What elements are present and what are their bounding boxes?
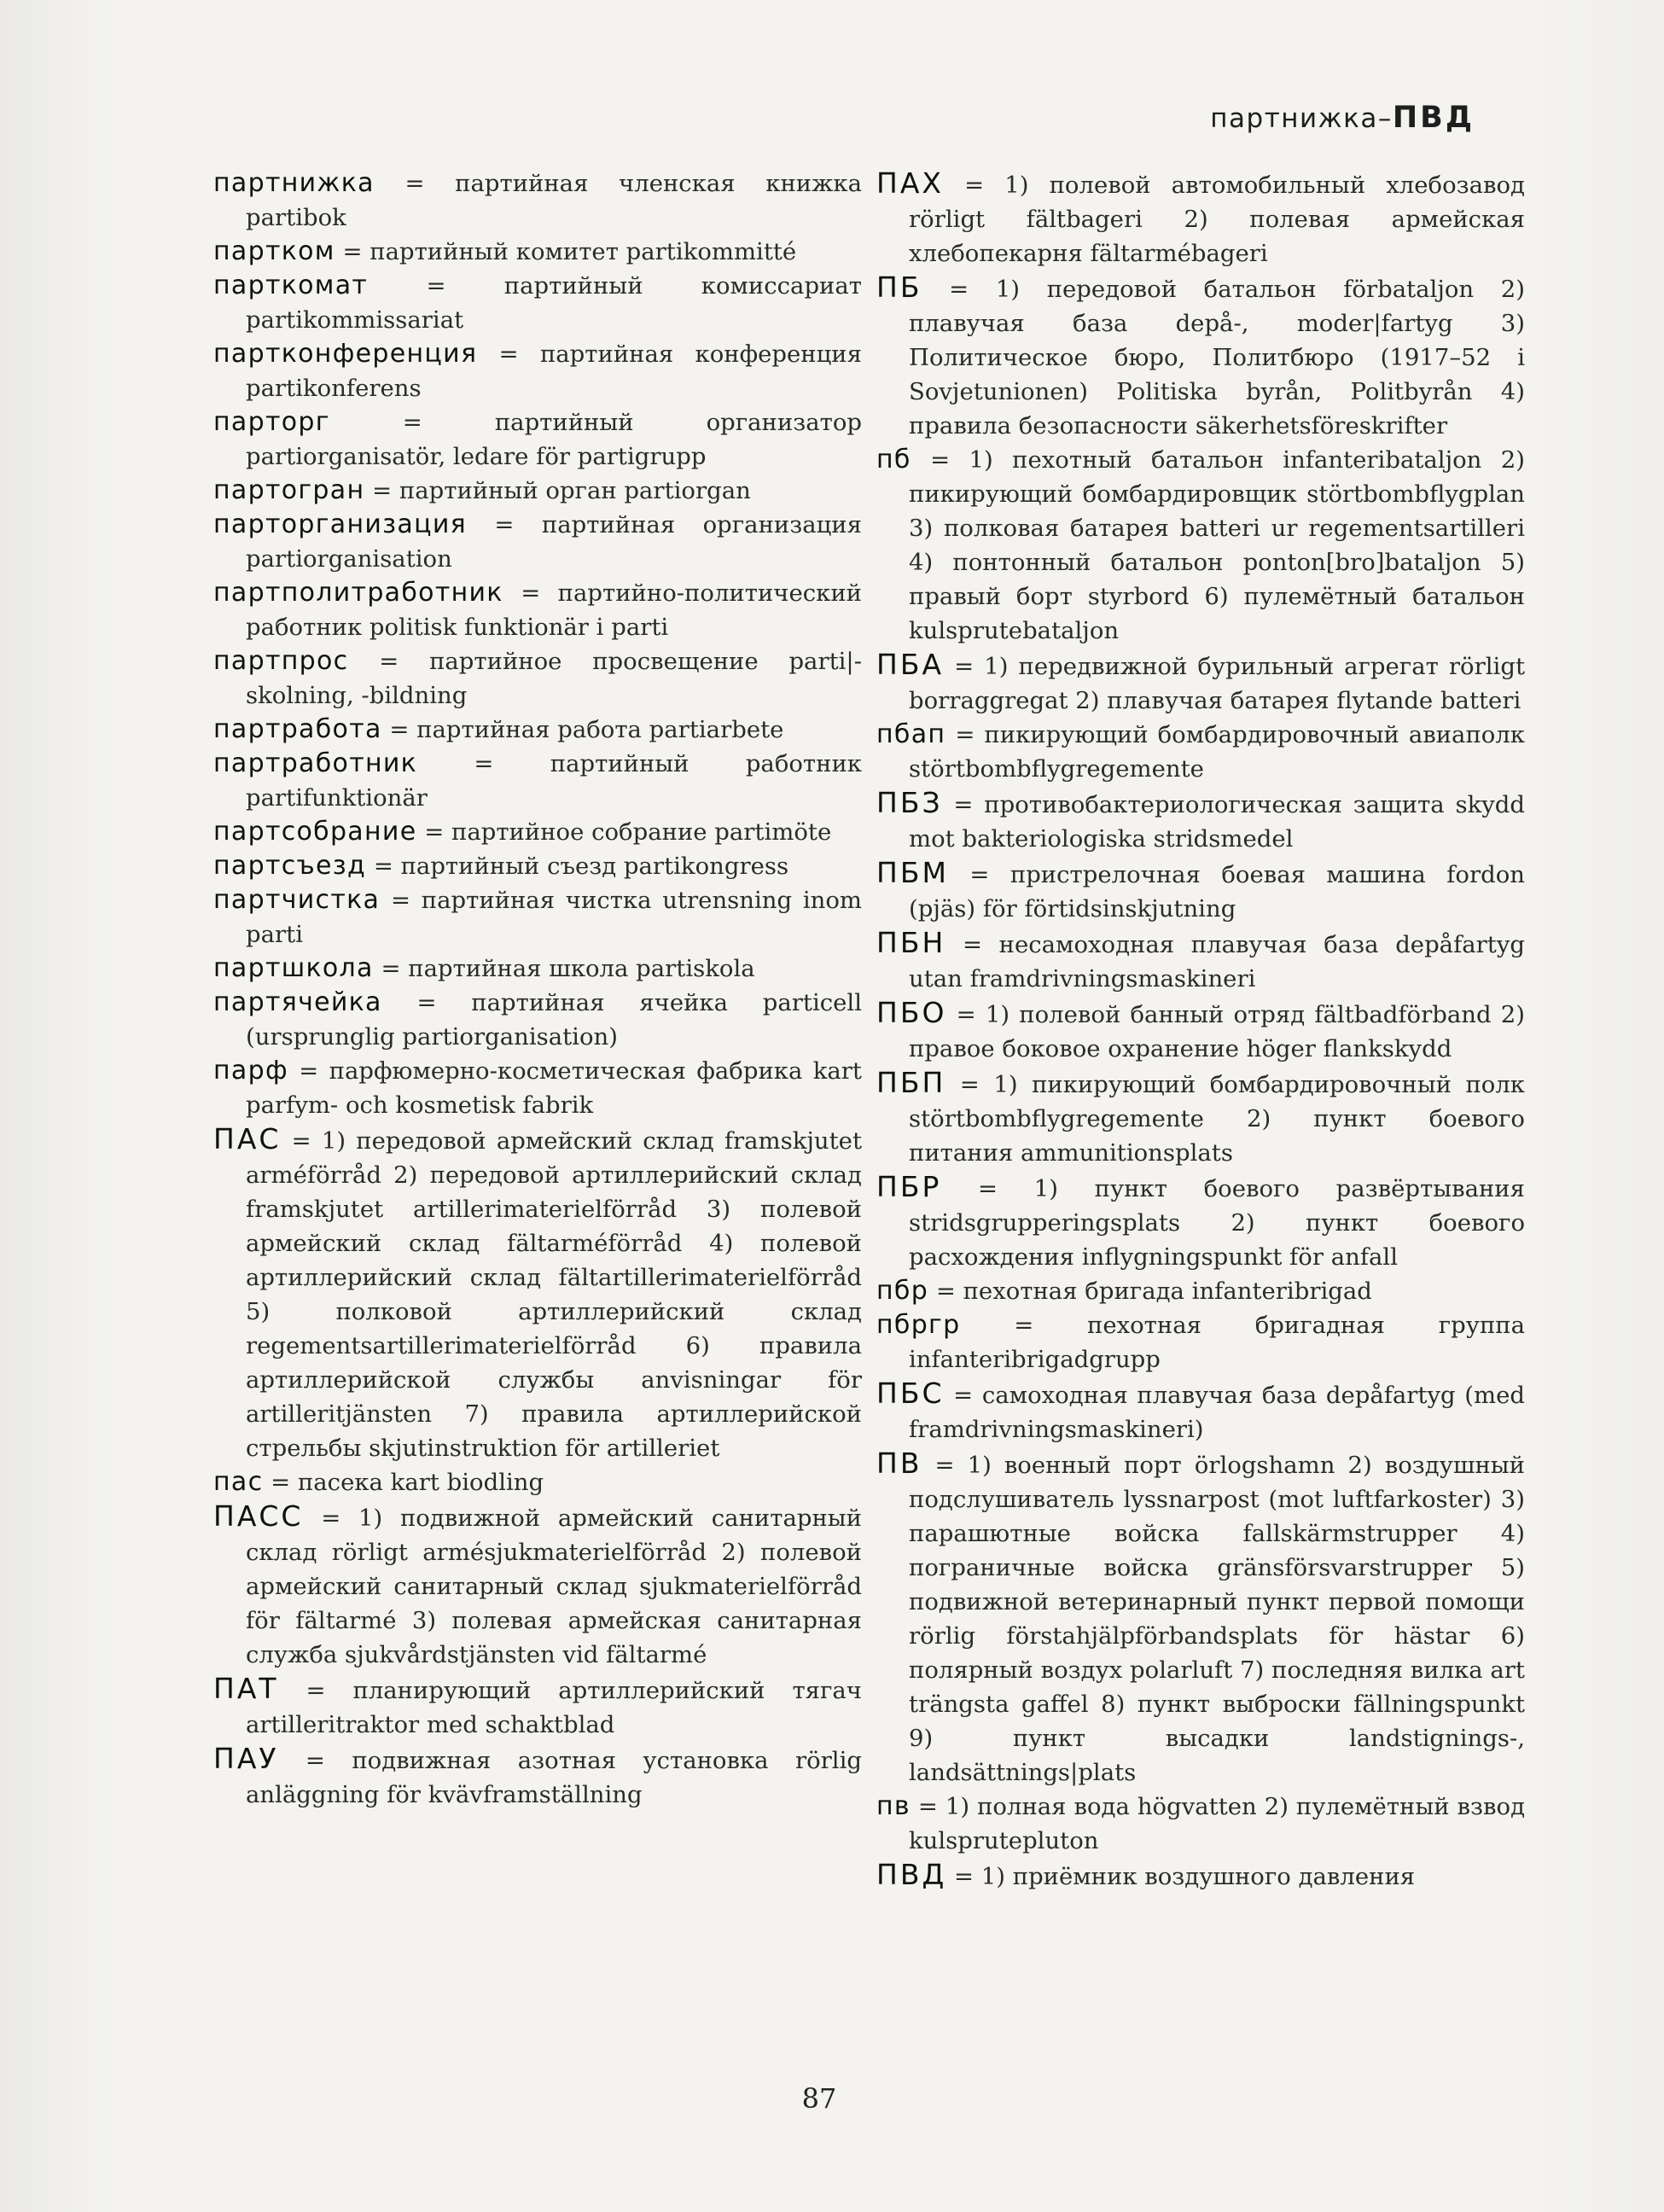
page-number: 87 [801,2082,837,2115]
headword: партпрос [213,646,349,676]
definition: = 1) подвижной армейский санитарный склад rörligt armésjukmaterielförråd 2) полевой армейский санитарный склад sjukmaterielförråd för fältarmé 3) полевая армейская санитарная служба sjukvårdstjänsten vid fältarmé [246,1505,862,1668]
definition: = партийная членская книжка partibok [246,170,862,231]
definition: = партийный орган partiorgan [372,477,751,504]
dictionary-entry [876,926,1525,996]
dictionary-entry [876,1170,1525,1274]
definition: = 1) полевой автомобильный хлебозавод rörligt fältbageri 2) полевая армейская хлебопекарня fältarmébageri [909,172,1525,267]
headword: ПБО [876,996,947,1029]
headword: ПБЗ [876,786,943,819]
dictionary-entry [213,1672,862,1742]
running-head-word: партнижка– [1210,103,1393,134]
definition: = несамоходная плавучая база depåfartyg utan framdrivningsmaskineri [909,931,1525,992]
definition: = партийный комитет partikommitté [342,238,797,265]
dictionary-entry [213,269,862,337]
headword: ПБА [876,648,945,681]
dictionary-entry [876,1274,1525,1308]
definition: = партийная чистка utrensning inom parti [246,887,862,948]
definition: = 1) военный порт örlogshamn 2) воздушный подслушиватель lyssnarpost (mot luftfarkoster) 3) парашютные войска fallskärmstrupper 4) пограничные войска gränsförsvarstrupper 5) подвижной ветеринарный пункт первой помощи rörlig förstahjälpförbandsplats för hästar 6) полярный воздух polarluft 7) последняя вилка art trängsta gaffel 8) пункт выброски fällningspunkt 9) пункт высадки landstignings-, landsättnings|plats [909,1452,1525,1786]
dictionary-entry [876,443,1525,648]
definition: = партийный организатор partiorganisatör, ledare för partigrupp [246,409,862,470]
definition: = партийный комиссариат partikommissariat [246,272,862,334]
headword: партсобрание [213,817,417,847]
headword: ПВ [876,1447,922,1480]
definition: = партийное собрание partimöte [424,818,832,846]
dictionary-entry [213,474,862,508]
dictionary-entry [213,405,862,474]
dictionary-entry [213,576,862,644]
dictionary-entry [876,271,1525,443]
definition: = 1) пункт боевого развёртывания stridsgrupperingsplats 2) пункт боевого расхождения inflygningspunkt för anfall [909,1175,1525,1271]
dictionary-entry [213,166,862,235]
right-column [876,166,1525,1894]
headword: ПАСС [213,1499,304,1533]
definition: = пикирующий бомбардировочный авиаполк störtbombflygregemente [909,721,1525,783]
headword: партогран [213,475,365,505]
headword: ПАТ [213,1672,279,1705]
headword: парторганизация [213,509,467,539]
headword: парф [213,1056,288,1086]
headword: партработа [213,714,382,744]
dictionary-entry [876,1790,1525,1858]
definition: = партийный съезд partikongress [373,853,789,880]
headword: партполитработник [213,578,503,608]
dictionary-entry [213,337,862,405]
definition: = 1) приёмник воздушного давления [954,1863,1416,1890]
running-head-code: ПВД [1392,101,1475,135]
dictionary-entry [213,986,862,1054]
dictionary-entry [213,883,862,952]
definition: = парфюмерно-косметическая фабрика kart parfym- och kosmetisk fabrik [246,1057,862,1119]
headword: пбап [876,719,946,749]
dictionary-entry [213,952,862,986]
dictionary-entry [876,1447,1525,1790]
dictionary-entry [213,235,862,269]
definition: = партийное просвещение parti|-skolning, -bildning [246,648,862,709]
dictionary-entry [213,815,862,849]
dictionary-entry [876,1858,1525,1894]
definition: = партийный работник partifunktionär [246,750,862,812]
dictionary-entry [876,996,1525,1066]
definition: = партийная конференция partikonferens [246,341,862,402]
headword: пбргр [876,1310,961,1340]
headword: ПБР [876,1170,942,1203]
dictionary-entry [876,718,1525,786]
dictionary-entry [876,1377,1525,1447]
definition: = 1) полевой банный отряд fältbadförband 2) правое боковое охранение höger flankskydd [909,1001,1525,1062]
dictionary-entry [876,1066,1525,1170]
dictionary-entry [876,166,1525,271]
definition: = 1) передовой армейский склад framskjutet arméförråd 2) передовой артиллерийский склад framskjutet artillerimaterielförråd 3) полевой армейский склад fältarméförråd 4) полевой артиллерийский склад fältartillerimaterielförråd 5) полковой артиллерийский склад regementsartillerimaterielförråd 6) правила артиллерийской службы anvisningar för artilleritjänsten 7) правила артиллерийской стрельбы skjutinstruktion för artilleriet [246,1127,863,1462]
definition: = противобактериологическая защита skydd mot bakteriologiska stridsmedel [909,791,1525,853]
headword: партком [213,236,335,266]
headword: пас [213,1467,264,1497]
dictionary-entry [876,648,1525,718]
headword: партшкола [213,953,374,983]
headword: партработник [213,748,418,778]
definition: = самоходная плавучая база depåfartyg (med framdrivningsmaskineri) [909,1382,1525,1443]
definition: = партийно-политический работник politisk funktionär i parti [246,579,862,641]
dictionary-entry [876,1308,1525,1377]
headword: ПБП [876,1066,946,1099]
dictionary-entry [213,508,862,576]
definition: = планирующий артиллерийский тягач artilleritraktor med schaktblad [246,1677,862,1738]
headword: партсъезд [213,851,367,881]
headword: ПБС [876,1377,945,1410]
headword: ПБМ [876,856,949,889]
definition: = партийная организация partiorganisation [246,511,862,573]
headword: пв [876,1791,911,1821]
dictionary-entry [213,1742,862,1812]
dictionary-entry [876,856,1525,926]
headword: пб [876,445,911,474]
dictionary-entry [213,1054,862,1122]
dictionary-entry [213,1499,862,1672]
definition: = пасека kart biodling [271,1469,544,1496]
headword: парткомат [213,271,369,300]
definition: = пехотная бригада infanteribrigad [935,1278,1372,1305]
dictionary-entry [876,786,1525,856]
headword: партячейка [213,987,382,1017]
definition: = подвижная азотная установка rörlig anläggning för kvävframställning [246,1747,862,1808]
dictionary-entry [213,849,862,883]
definition: = партийная ячейка particell (ursprunglig partiorganisation) [246,989,862,1051]
dictionary-entry [213,747,862,815]
dictionary-entry [213,1465,862,1499]
definition: = пристрелочная боевая машина fordon (pjäs) för förtidsinskjutning [909,861,1526,923]
dictionary-entry [213,644,862,713]
definition: = 1) пехотный батальон infanteribataljon 2) пикирующий бомбардировщик störtbombflygplan 3) полковая батарея batteri ur regementsartilleri 4) понтонный батальон ponton[bro]bataljon 5) правый борт styrbord 6) пулемётный батальон kulsprutebataljon [909,446,1525,644]
definition: = партийная работа partiarbete [389,716,784,743]
definition: = 1) пикирующий бомбардировочный полк störtbombflygregemente 2) пункт боевого питания ammunitionsplats [909,1071,1525,1167]
headword: ПАУ [213,1742,279,1775]
headword: ПВД [876,1858,947,1891]
headword: партконференция [213,339,478,369]
dictionary-entry [213,713,862,747]
headword: парторг [213,407,330,437]
headword: ПБН [876,926,946,959]
headword: ПБ [876,271,922,304]
definition: = 1) полная вода högvatten 2) пулемётный взвод kulsprutepluton [909,1793,1525,1854]
headword: партчистка [213,885,381,915]
left-column [213,166,862,1812]
definition: = пехотная бригадная группа infanteribrigadgrupp [909,1312,1525,1373]
definition: = 1) передовой батальон förbataljon 2) плавучая база depå-, moder|fartyg 3) Политическое бюро, Политбюро (1917–52 i Sovjetunionen) Politiska byrån, Politbyrån 4) правила безопасности säkerhetsföreskrifter [909,276,1525,439]
headword: ПАХ [876,166,944,200]
headword: пбр [876,1276,929,1306]
definition: = партийная школа partiskola [381,955,755,982]
definition: = 1) передвижной бурильный агрегат rörligt borraggregat 2) плавучая батарея flytande batteri [909,653,1525,714]
running-head [1210,101,1475,135]
headword: ПАС [213,1122,282,1155]
headword: партнижка [213,168,375,198]
dictionary-entry [213,1122,862,1465]
